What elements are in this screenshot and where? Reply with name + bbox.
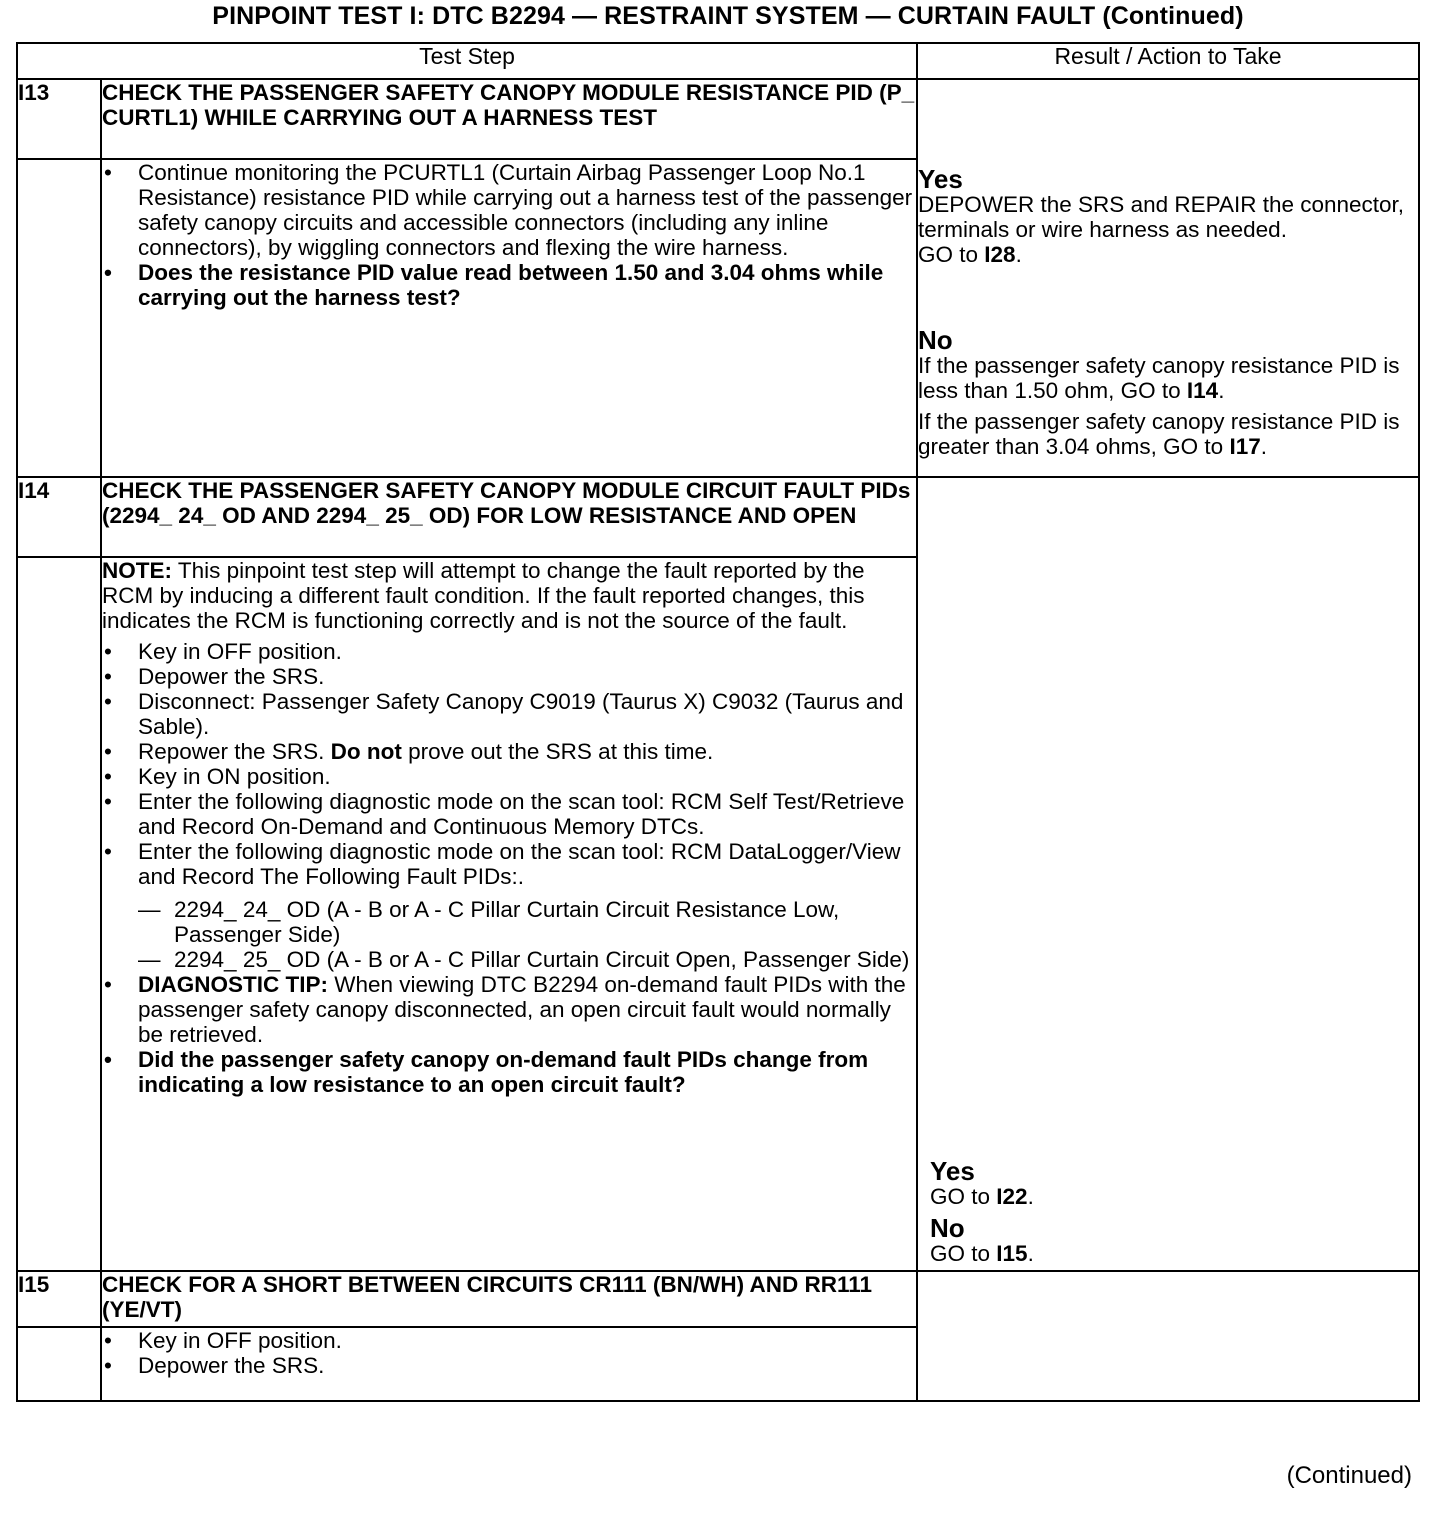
- header-result: Result / Action to Take: [917, 43, 1419, 79]
- goto-i15: I15: [996, 1241, 1028, 1266]
- yes-action-i14: GO to I22.: [930, 1184, 1034, 1209]
- goto-i17: I17: [1229, 434, 1261, 459]
- step-i13-title-row: [17, 79, 1419, 159]
- sub-list-item: — 2294_ 24_ OD (A - B or A - C Pillar Curtain Circuit Resistance Low, Passenger Side): [138, 897, 916, 947]
- list-item: • Repower the SRS. Do not prove out the SRS at this time.: [102, 739, 916, 764]
- step-result-i14: [917, 477, 1419, 1271]
- page-title: PINPOINT TEST I: DTC B2294 — RESTRAINT SYSTEM — CURTAIN FAULT (Continued): [212, 2, 1244, 30]
- step-result-i15: [917, 1271, 1419, 1401]
- list-item: • Did the passenger safety canopy on-demand fault PIDs change from indicating a low resistance to an open circuit fault?: [102, 1047, 916, 1097]
- list-item: • Key in OFF position.: [102, 639, 916, 664]
- goto-i14: I14: [1186, 378, 1219, 403]
- goto-i22: I22: [996, 1184, 1028, 1209]
- header-test-step: Test Step: [17, 43, 917, 79]
- list-item: • Enter the following diagnostic mode on the scan tool: RCM DataLogger/View and Record The Following Fault PIDs:. — 2294_ 24_ OD (A - B or A - C Pillar Curtain Circuit Resistance Low, Passenger Side) — 2294_ 25_ OD (A - B or A - C Pillar Curtain Circuit Open, Passenger Side): [102, 839, 916, 972]
- no-label-i14: No: [930, 1213, 965, 1243]
- step-i15-title-row: [17, 1271, 1419, 1327]
- step-body-i15: [101, 1327, 917, 1401]
- list-item: • Depower the SRS.: [102, 664, 916, 689]
- step-result-i13: [917, 79, 1419, 477]
- no-text2-i13: If the passenger safety canopy resistance PID is greater than 3.04 ohms, GO to I17.: [918, 409, 1400, 459]
- yes-label-i14: Yes: [930, 1156, 975, 1186]
- goto-i28: I28: [984, 242, 1016, 267]
- step-title-i14: CHECK THE PASSENGER SAFETY CANOPY MODULE CIRCUIT FAULT PIDs (2294_ 24_ OD AND 2294_ 25_ OD) FOR LOW RESISTANCE AND OPEN: [101, 477, 917, 557]
- yes-action-i13: GO to I28.: [918, 242, 1022, 267]
- list-item: • Continue monitoring the PCURTL1 (Curtain Airbag Passenger Loop No.1 Resistance) resistance PID while carrying out a harness test of the passenger safety canopy circuits and accessible connectors (including any inline connectors), by wiggling connectors and flexing the wire harness.: [102, 160, 916, 260]
- step-i14-title-row: [17, 477, 1419, 557]
- step-number-i15: I15: [17, 1271, 101, 1327]
- yes-label-i13: Yes: [918, 164, 963, 194]
- step-body-i13: [101, 159, 917, 477]
- step-title-i15: CHECK FOR A SHORT BETWEEN CIRCUITS CR111 (BN/WH) AND RR111 (YE/VT): [101, 1271, 917, 1327]
- no-text1-i13: If the passenger safety canopy resistance PID is less than 1.50 ohm, GO to I14.: [918, 353, 1400, 403]
- list-item: • DIAGNOSTIC TIP: When viewing DTC B2294 on-demand fault PIDs with the passenger safety canopy disconnected, an open circuit fault would normally be retrieved.: [102, 972, 916, 1047]
- step-number-i13: I13: [17, 79, 101, 159]
- list-item: • Depower the SRS.: [102, 1353, 916, 1378]
- step-title-i13: CHECK THE PASSENGER SAFETY CANOPY MODULE RESISTANCE PID (P_ CURTL1) WHILE CARRYING OUT A HARNESS TEST: [101, 79, 917, 159]
- note-i14: NOTE: This pinpoint test step will attempt to change the fault reported by the RCM by inducing a different fault condition. If the fault reported changes, this indicates the RCM is functioning correctly and is not the source of the fault.: [102, 558, 865, 633]
- continued-label: (Continued): [1286, 1462, 1412, 1489]
- sub-list-item: — 2294_ 25_ OD (A - B or A - C Pillar Curtain Circuit Open, Passenger Side): [138, 947, 916, 972]
- list-item: • Enter the following diagnostic mode on the scan tool: RCM Self Test/Retrieve and Record On-Demand and Continuous Memory DTCs.: [102, 789, 916, 839]
- list-item: • Key in OFF position.: [102, 1328, 916, 1353]
- no-action-i14: GO to I15.: [930, 1241, 1034, 1266]
- list-item: • Does the resistance PID value read between 1.50 and 3.04 ohms while carrying out the harness test?: [102, 260, 916, 310]
- list-item: • Disconnect: Passenger Safety Canopy C9019 (Taurus X) C9032 (Taurus and Sable).: [102, 689, 916, 739]
- list-item: • Key in ON position.: [102, 764, 916, 789]
- yes-text-i13: DEPOWER the SRS and REPAIR the connector, terminals or wire harness as needed.: [918, 192, 1405, 242]
- step-body-i14: [101, 557, 917, 1271]
- no-label-i13: No: [918, 325, 953, 355]
- table-header-row: [17, 43, 1419, 79]
- pinpoint-test-table: [16, 42, 1420, 1402]
- step-number-i14: I14: [17, 477, 101, 557]
